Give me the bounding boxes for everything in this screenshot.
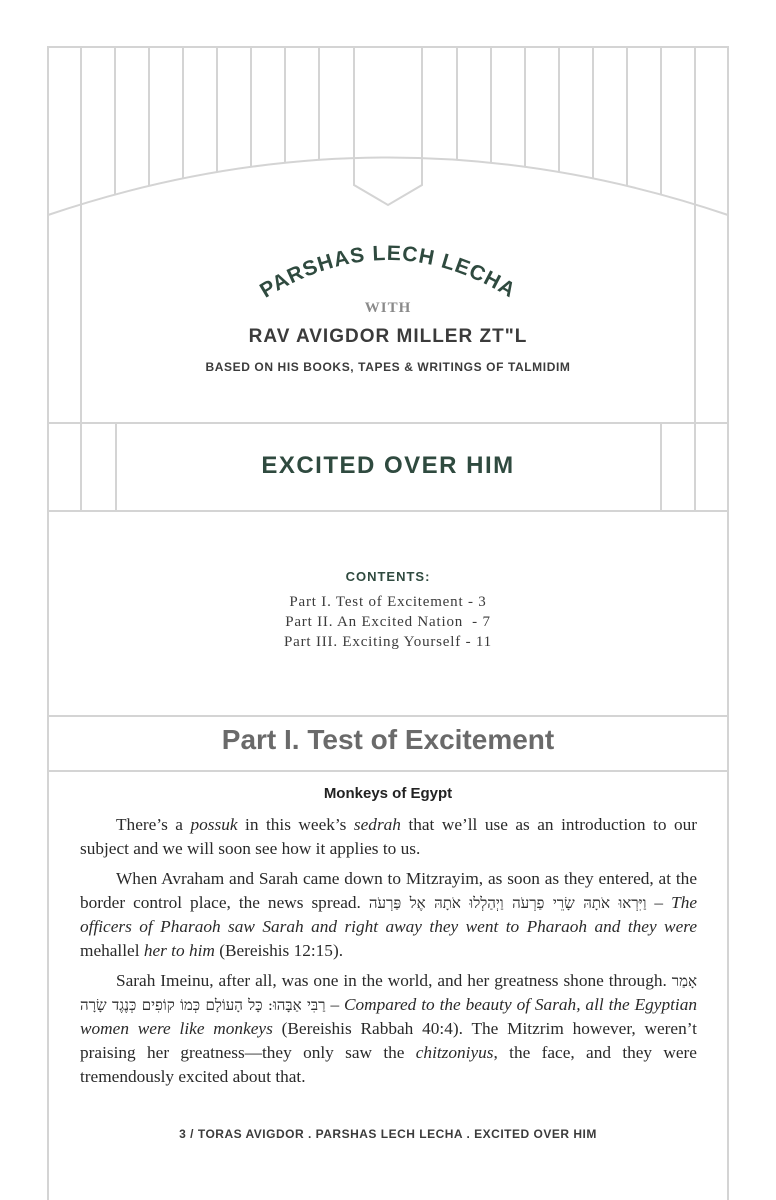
text-run: There’s a <box>116 815 191 834</box>
svg-text:PARSHAS LECH LECHA <box>256 242 520 303</box>
italic-term: sedrah <box>353 815 401 834</box>
toc-item: Part II. An Excited Nation - 7 <box>285 614 491 630</box>
hebrew-quote: אָמַר רַבִּי אַבָּהוּ: כָּל הָעוֹלָם כְּמוֹ קוֹפִים כְּנֶגֶד שָׂרָה <box>80 972 697 1014</box>
based-on-line: BASED ON HIS BOOKS, TAPES & WRITINGS OF TALMIDIM <box>205 360 571 374</box>
toc-item: Part I. Test of Excitement - 3 <box>289 594 487 610</box>
paragraph <box>80 969 697 1089</box>
text-run: mehallel <box>80 941 140 960</box>
contents-label: CONTENTS: <box>345 569 431 584</box>
text-run: Sarah Imeinu, after all, was one in the world, and her greatness shone through. <box>116 971 672 990</box>
arc-title-text: PARSHAS LECH LECHA <box>256 241 520 303</box>
italic-term: chitzoniyus <box>415 1043 494 1062</box>
text-run: , the face, and they were tremendously excited about that. <box>80 1043 697 1086</box>
citation: (Bereishis 12:15). <box>214 941 344 960</box>
author-name: RAV AVIGDOR MILLER ZT"L <box>248 326 528 347</box>
part-title: Part I. Test of Excitement <box>221 724 555 755</box>
italic-translation: – Compared to the beauty of Sarah, all the Egyptian women were like monkeys <box>80 995 697 1038</box>
hebrew-quote: וַיִּרְאוּ אֹתָהּ שָׂרֵי פַרְעֹה וַיְהַלְלוּ אֹתָהּ אֶל פַּרְעֹה <box>368 894 647 912</box>
text-run: When Avraham and Sarah came down to Mitzrayim, as soon as they entered, at the border control place, the news spread. <box>80 869 697 912</box>
paragraph <box>80 813 697 861</box>
arched-title <box>0 0 776 330</box>
italic-translation: – The officers of Pharaoh saw Sarah and right away they went to Pharaoh and they were <box>80 893 697 936</box>
page-footer: 3 / TORAS AVIGDOR . PARSHAS LECH LECHA . EXCITED OVER HIM <box>179 1127 597 1141</box>
citation: (Bereishis Rabbah 40:4). The Mitzrim however, weren’t praising her greatness—they only saw the <box>80 1019 697 1062</box>
toc-item: Part III. Exciting Yourself - 11 <box>284 634 492 650</box>
text-run: in this week’s <box>237 815 354 834</box>
table-of-contents <box>48 592 728 652</box>
with-label: WITH <box>364 300 412 316</box>
section-heading: Monkeys of Egypt <box>323 785 453 802</box>
page-subtitle: EXCITED OVER HIM <box>261 452 515 479</box>
text-run: that we’ll use as an introduction to our subject and we will soon see how it applies to us. <box>80 815 697 858</box>
italic-term: possuk <box>190 815 238 834</box>
italic-translation: her to him <box>139 941 215 960</box>
body-text <box>80 813 697 1095</box>
paragraph <box>80 867 697 963</box>
